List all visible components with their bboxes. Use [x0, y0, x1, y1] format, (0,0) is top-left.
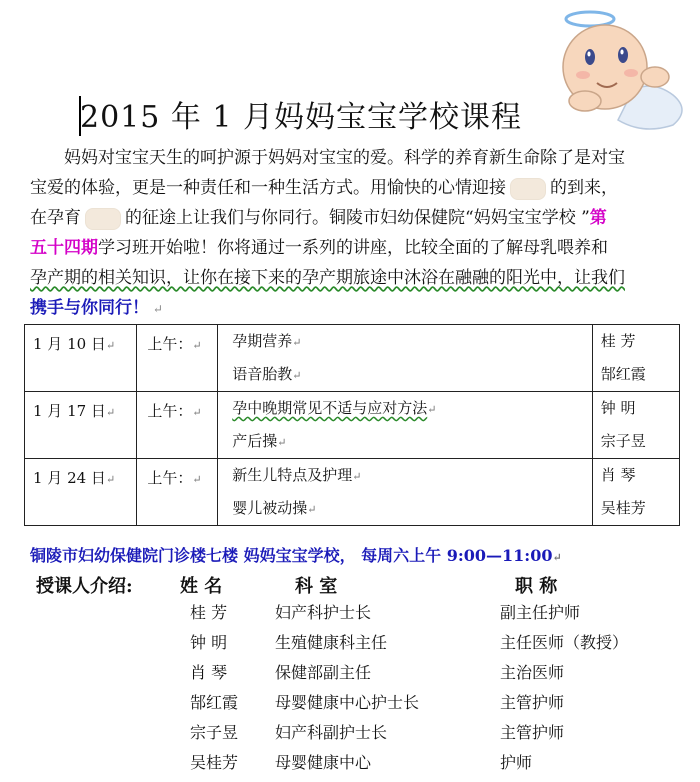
- instructor-list: [180, 598, 680, 778]
- intro-line-2a: 宝爱的体验，更是一种责任和一种生活方式。用愉快的心情迎接: [30, 178, 506, 198]
- instructor-heading: 授课人介绍:: [36, 576, 133, 597]
- teacher-name: 钟 明: [600, 399, 636, 417]
- location-line: 铜陵市妇幼保健院门诊楼七楼 妈妈宝宝学校， 每周六上午 9:00—11:00↵: [30, 546, 562, 565]
- session-number-highlight-cont: 五十四期: [30, 238, 98, 258]
- topic-item: 婴儿被动操↵: [232, 499, 317, 517]
- instructor-dept: 妇产科护士长: [275, 603, 372, 622]
- instructor-dept: 母婴健康中心护士长: [275, 693, 420, 712]
- instructor-title: 护师: [500, 753, 533, 772]
- teacher-cell: [592, 325, 679, 392]
- teacher-name: 宗子昱: [600, 432, 646, 450]
- table-row: [25, 459, 680, 526]
- instructor-name: 宗子昱: [190, 723, 239, 742]
- instructor-name: 郜红霞: [190, 693, 239, 712]
- teacher-name: 吴桂芳: [600, 499, 646, 517]
- list-item: [180, 628, 680, 658]
- intro-line-1: 妈妈对宝宝天生的呵护源于妈妈对宝宝的爱。科学的养育新生命除了是对宝: [64, 148, 625, 168]
- page-title: 2015 年 1 月妈妈宝宝学校课程: [80, 100, 523, 135]
- date-cell: 1 月 10 日↵: [25, 325, 137, 392]
- paragraph-mark: ↵: [149, 302, 163, 316]
- teacher-name: 郜红霞: [600, 365, 646, 383]
- date-cell: 1 月 24 日↵: [25, 459, 137, 526]
- intro-paragraph: [30, 143, 680, 324]
- topic-cell: [218, 392, 593, 459]
- session-number-highlight: 第: [589, 208, 607, 228]
- list-item: [180, 718, 680, 748]
- teacher-cell: [592, 459, 679, 526]
- instructor-dept: 妇产科副护士长: [275, 723, 388, 742]
- topic-item: 孕期营养↵: [232, 332, 302, 350]
- teacher-cell: [592, 392, 679, 459]
- table-row: [25, 325, 680, 392]
- schedule-table: [24, 324, 680, 526]
- list-item: [180, 598, 680, 628]
- instructor-name: 桂 芳: [190, 603, 228, 622]
- intro-line-3a: 在孕育: [30, 208, 81, 228]
- table-row: [25, 392, 680, 459]
- date-cell: 1 月 17 日↵: [25, 392, 137, 459]
- topic-item: 语音胎教↵: [232, 365, 302, 383]
- time-cell: 上午：↵: [137, 392, 218, 459]
- column-header-title: 职 称: [515, 576, 558, 597]
- instructor-dept: 生殖健康科主任: [275, 633, 388, 652]
- list-item: [180, 688, 680, 718]
- topic-item: 新生儿特点及护理↵: [232, 466, 362, 484]
- column-header-name: 姓 名: [180, 576, 223, 597]
- topic-cell: [218, 325, 593, 392]
- instructor-title: 主任医师（教授）: [500, 633, 629, 652]
- column-header-dept: 科 室: [295, 576, 338, 597]
- instructor-title: 主管护师: [500, 693, 565, 712]
- topic-item: 产后操↵: [232, 432, 287, 450]
- time-cell: 上午：↵: [137, 325, 218, 392]
- intro-line-5: 孕产期的相关知识，让你在接下来的孕产期旅途中沐浴在融融的阳光中，让我们: [30, 268, 625, 288]
- instructor-name: 钟 明: [190, 633, 228, 652]
- intro-line-4b: 学习班开始啦！你将通过一系列的讲座，比较全面的了解母乳喂养和: [98, 238, 608, 258]
- topic-cell: [218, 459, 593, 526]
- time-cell: 上午：↵: [137, 459, 218, 526]
- teacher-name: 肖 琴: [600, 466, 636, 484]
- instructor-title: 主治医师: [500, 663, 565, 682]
- intro-closing: 携手与你同行！: [30, 298, 149, 318]
- list-item: [180, 658, 680, 688]
- baby-icon: [510, 178, 546, 200]
- instructor-title: 主管护师: [500, 723, 565, 742]
- topic-item: 孕中晚期常见不适与应对方法↵: [232, 399, 437, 417]
- baby-angel-illustration: [545, 5, 695, 130]
- intro-line-2b: 的到来，: [550, 178, 618, 198]
- instructor-dept: 保健部副主任: [275, 663, 372, 682]
- instructor-title: 副主任护师: [500, 603, 581, 622]
- list-item: [180, 748, 680, 778]
- instructor-dept: 母婴健康中心: [275, 753, 372, 772]
- intro-line-3b: 的征途上让我们与你同行。铜陵市妇幼保健院“妈妈宝宝学校 ”: [125, 208, 590, 228]
- instructor-name: 肖 琴: [190, 663, 228, 682]
- baby-icon: [85, 208, 121, 230]
- teacher-name: 桂 芳: [600, 332, 636, 350]
- instructor-name: 吴桂芳: [190, 753, 239, 772]
